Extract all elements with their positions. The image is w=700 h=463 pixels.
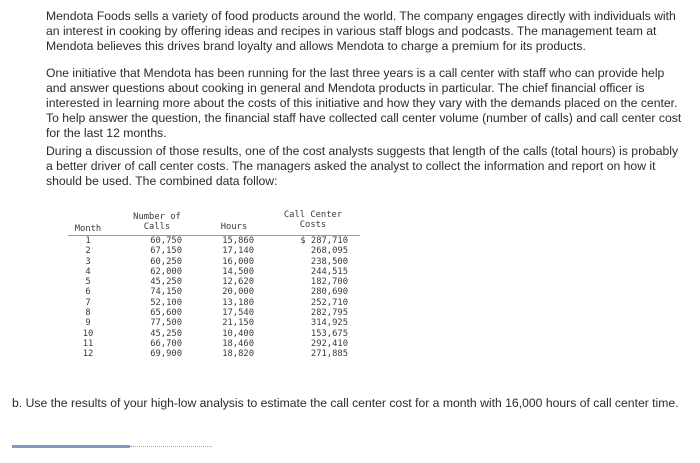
table-row xyxy=(68,246,360,256)
cell-month: 4 xyxy=(85,266,91,277)
cell-cost: 153,675 xyxy=(310,328,348,339)
cell-month: 6 xyxy=(85,287,91,298)
cell-month: 2 xyxy=(85,246,91,257)
table-row xyxy=(68,349,360,359)
cell-calls: 45,250 xyxy=(150,328,182,339)
problem-card xyxy=(34,0,682,398)
cell-hours: 15,860 xyxy=(222,236,254,246)
cell-hours: 13,180 xyxy=(222,297,254,308)
cell-cost: 282,795 xyxy=(310,308,348,319)
cell-calls: 67,150 xyxy=(150,246,182,257)
cell-month: 11 xyxy=(82,338,94,349)
cell-cost: 182,700 xyxy=(310,277,348,288)
cell-cost: $ 287,710 xyxy=(300,236,348,246)
answer-line-solid xyxy=(12,445,130,448)
table-row xyxy=(68,277,360,287)
cell-month: 7 xyxy=(85,297,91,308)
cell-cost: 244,515 xyxy=(310,266,348,277)
cell-hours: 16,000 xyxy=(222,256,254,267)
cell-calls: 62,000 xyxy=(150,266,182,277)
header-cost xyxy=(273,210,353,230)
question-label: b. xyxy=(12,396,23,410)
call-center-data-table xyxy=(68,206,360,360)
table-row xyxy=(68,339,360,349)
table-row xyxy=(68,318,360,328)
cell-cost: 292,410 xyxy=(310,338,348,349)
cell-hours: 10,400 xyxy=(222,328,254,339)
cell-hours: 18,460 xyxy=(222,338,254,349)
cell-month: 12 xyxy=(82,349,94,360)
intro-paragraph: Mendota Foods sells a variety of food products around the world. The company engages directly with individuals with an interest in cooking by offering ideas and recipes in various staff blogs and podcasts. The management team at Mendota believes this drives brand loyalty and allows Mendota to charge a premium for its products. xyxy=(46,9,676,53)
header-calls-line1: Number of xyxy=(133,212,181,222)
question-b xyxy=(12,396,700,411)
table-row xyxy=(68,298,360,308)
header-month: Month xyxy=(74,224,102,234)
cell-cost: 238,500 xyxy=(310,256,348,267)
table-row xyxy=(68,287,360,297)
discussion-paragraph: During a discussion of those results, one of the cost analysts suggests that length of the calls (total hours) is probably a better driver of call center costs. The managers asked the analyst to collect the information and report on how it should be used. The combined data follow: xyxy=(46,144,679,188)
cell-hours: 17,140 xyxy=(222,246,254,257)
cell-cost: 268,095 xyxy=(310,246,348,257)
cell-hours: 20,000 xyxy=(222,287,254,298)
answer-input-line[interactable] xyxy=(12,445,212,448)
cell-month: 1 xyxy=(85,236,91,246)
table-header xyxy=(68,206,360,236)
cell-calls: 45,250 xyxy=(150,277,182,288)
header-calls-line2: Calls xyxy=(143,222,171,232)
header-hours: Hours xyxy=(220,222,248,232)
header-calls xyxy=(118,212,196,232)
cell-cost: 280,690 xyxy=(310,287,348,298)
question-text: Use the results of your high-low analysis to estimate the call center cost for a month with 16,000 hours of call center time. xyxy=(25,396,679,410)
cell-calls: 66,700 xyxy=(150,338,182,349)
table-row xyxy=(68,236,360,246)
cell-month: 9 xyxy=(85,318,91,329)
cell-hours: 14,500 xyxy=(222,266,254,277)
cell-calls: 69,900 xyxy=(150,349,182,360)
cell-month: 3 xyxy=(85,256,91,267)
cell-calls: 65,600 xyxy=(150,308,182,319)
cell-month: 5 xyxy=(85,277,91,288)
table-row xyxy=(68,267,360,277)
cell-calls: 60,250 xyxy=(150,256,182,267)
cell-calls: 60,750 xyxy=(150,236,182,246)
cell-hours: 17,540 xyxy=(222,308,254,319)
header-cost-line1: Call Center xyxy=(283,210,343,220)
answer-line-dotted xyxy=(130,446,212,447)
cell-cost: 252,710 xyxy=(310,297,348,308)
header-cost-line2: Costs xyxy=(299,220,327,230)
initiative-paragraph: One initiative that Mendota has been running for the last three years is a call center with staff who can provide help and answer questions about cooking in general and Mendota products in particular. The chief financial officer is interested in learning more about the costs of this initiative and how they vary with the demands placed on the center. To help answer the question, the financial staff have collected call center volume (number of calls) and call center cost for the last 12 months. xyxy=(46,66,682,140)
table-row xyxy=(68,257,360,267)
cell-hours: 21,150 xyxy=(222,318,254,329)
table-body xyxy=(68,236,360,360)
cell-cost: 314,925 xyxy=(310,318,348,329)
cell-calls: 52,100 xyxy=(150,297,182,308)
cell-hours: 18,820 xyxy=(222,349,254,360)
table-row xyxy=(68,329,360,339)
table-row xyxy=(68,308,360,318)
cell-calls: 77,500 xyxy=(150,318,182,329)
cell-month: 8 xyxy=(85,308,91,319)
cell-calls: 74,150 xyxy=(150,287,182,298)
cell-cost: 271,885 xyxy=(310,349,348,360)
cell-hours: 12,620 xyxy=(222,277,254,288)
cell-month: 10 xyxy=(82,328,94,339)
